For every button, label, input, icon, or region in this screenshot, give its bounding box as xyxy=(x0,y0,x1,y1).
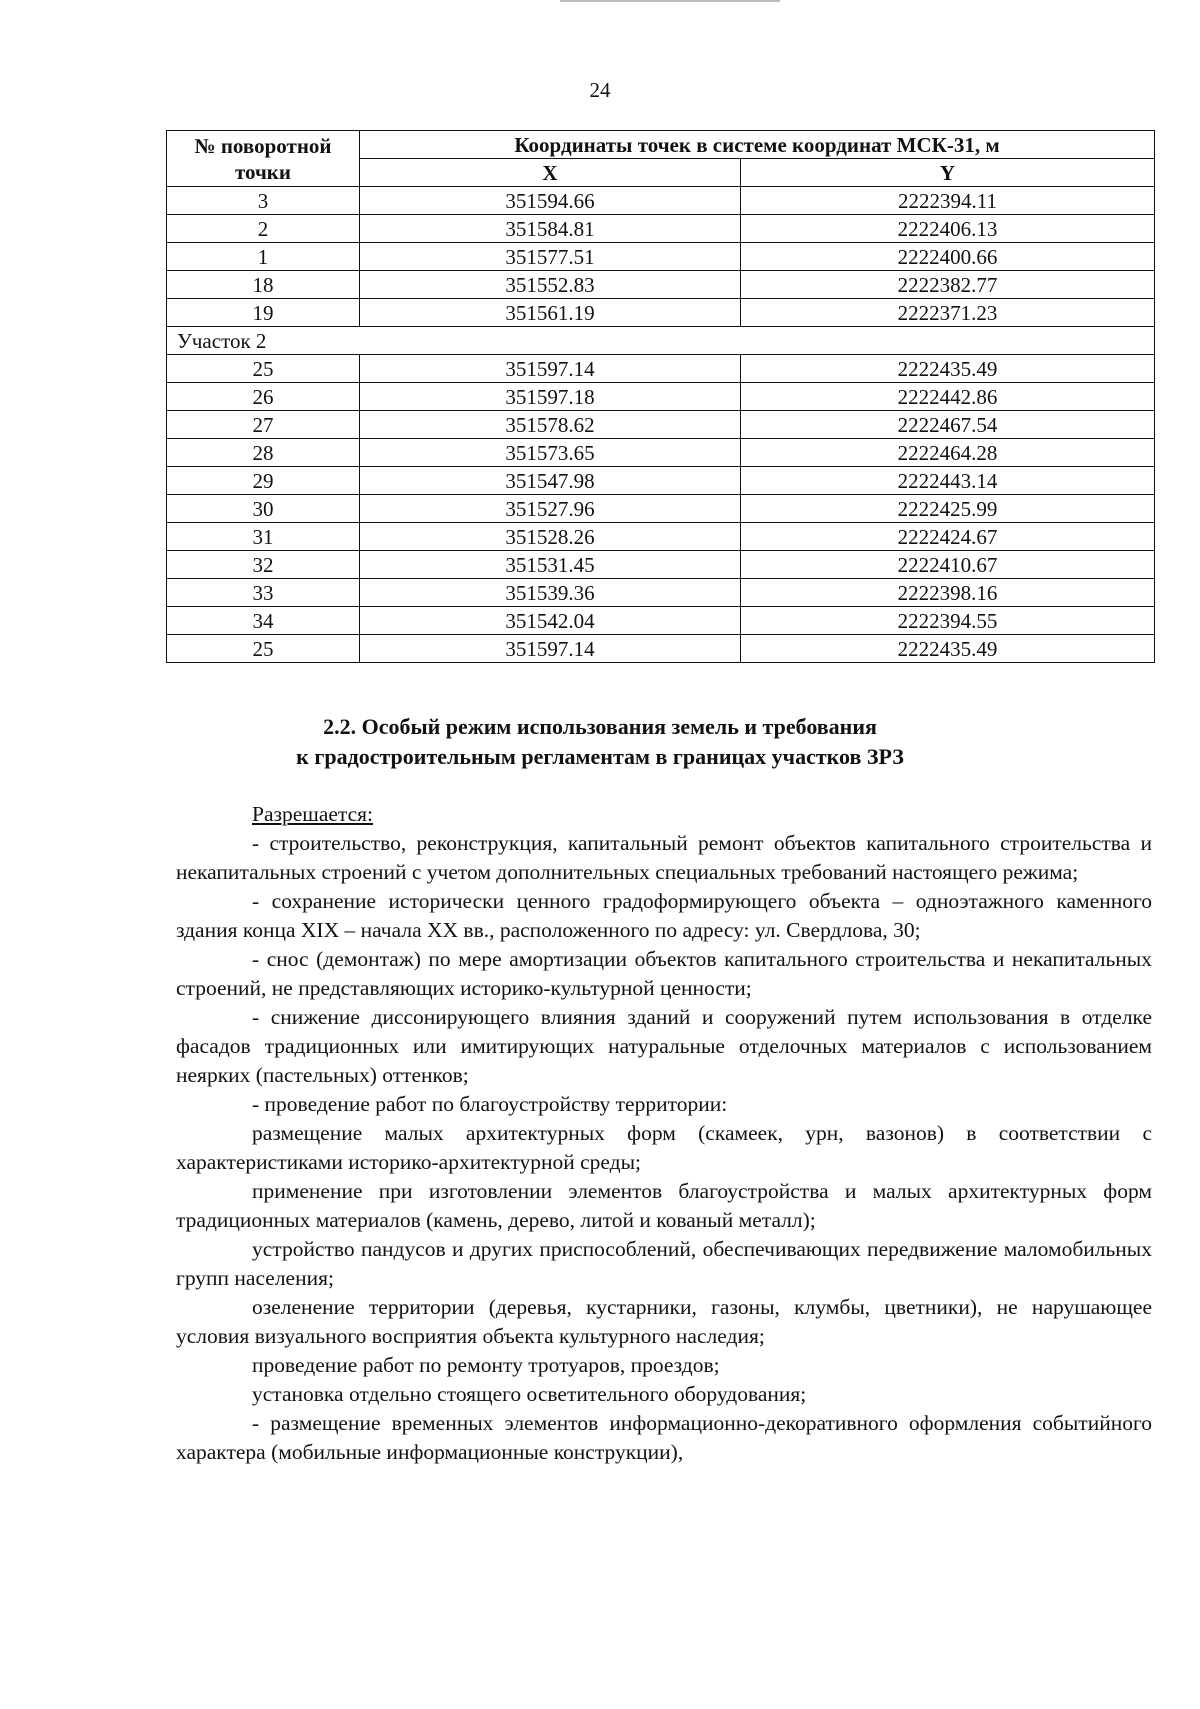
cell-point-number: 32 xyxy=(167,551,360,579)
cell-point-number: 33 xyxy=(167,579,360,607)
cell-y: 2222435.49 xyxy=(741,635,1155,663)
header-coordinates: Координаты точек в системе координат МСК-31, м xyxy=(360,131,1155,159)
paragraph: установка отдельно стоящего осветительного оборудования; xyxy=(252,1382,807,1406)
cell-point-number: 28 xyxy=(167,439,360,467)
table-row xyxy=(167,607,1155,635)
section-heading xyxy=(0,712,1200,772)
cell-point-number: 30 xyxy=(167,495,360,523)
section-heading-line2: к градостроительным регламентам в границах участков ЗРЗ xyxy=(296,744,904,769)
header-y: Y xyxy=(741,159,1155,187)
cell-x: 351547.98 xyxy=(360,467,741,495)
cell-y: 2222467.54 xyxy=(741,411,1155,439)
paragraph: - сохранение исторически ценного градоформирующего объекта – одноэтажного каменного здания конца XIX – начала XX вв., расположенного по адресу: ул. Свердлова, 30; xyxy=(176,889,1152,942)
cell-x: 351528.26 xyxy=(360,523,741,551)
header-x: X xyxy=(360,159,741,187)
cell-x: 351597.18 xyxy=(360,383,741,411)
cell-y: 2222371.23 xyxy=(741,299,1155,327)
page-number: 24 xyxy=(589,78,611,102)
cell-x: 351573.65 xyxy=(360,439,741,467)
section-heading-line1: 2.2. Особый режим использования земель и требования xyxy=(323,714,877,739)
cell-y: 2222464.28 xyxy=(741,439,1155,467)
cell-x: 351527.96 xyxy=(360,495,741,523)
cell-y: 2222400.66 xyxy=(741,243,1155,271)
paragraph: проведение работ по ремонту тротуаров, проездов; xyxy=(252,1353,720,1377)
table-row xyxy=(167,523,1155,551)
cell-y: 2222442.86 xyxy=(741,383,1155,411)
cell-x: 351542.04 xyxy=(360,607,741,635)
table-row xyxy=(167,635,1155,663)
cell-x: 351597.14 xyxy=(360,355,741,383)
table-row xyxy=(167,187,1155,215)
table-row xyxy=(167,579,1155,607)
cell-x: 351584.81 xyxy=(360,215,741,243)
cell-point-number: 31 xyxy=(167,523,360,551)
cell-point-number: 3 xyxy=(167,187,360,215)
table-row xyxy=(167,383,1155,411)
cell-x: 351531.45 xyxy=(360,551,741,579)
allowed-label: Разрешается: xyxy=(252,802,373,826)
table-row xyxy=(167,243,1155,271)
table-row xyxy=(167,215,1155,243)
table-row xyxy=(167,355,1155,383)
table-row xyxy=(167,439,1155,467)
cell-y: 2222424.67 xyxy=(741,523,1155,551)
cell-point-number: 19 xyxy=(167,299,360,327)
body-text xyxy=(176,800,1152,1467)
paragraph: размещение малых архитектурных форм (скамеек, урн, вазонов) в соответствии с характеристиками историко-архитектурной среды; xyxy=(176,1121,1152,1174)
cell-point-number: 18 xyxy=(167,271,360,299)
cell-point-number: 1 xyxy=(167,243,360,271)
table-section-row-group xyxy=(167,327,1155,355)
cell-y: 2222406.13 xyxy=(741,215,1155,243)
paragraph: - снижение диссонирующего влияния зданий и сооружений путем использования в отделке фасадов традиционных или имитирующих натуральные отделочных материалов с использованием неярких (пастельных) оттенков; xyxy=(176,1005,1152,1087)
cell-point-number: 27 xyxy=(167,411,360,439)
table-body-part1 xyxy=(167,187,1155,327)
paragraph: озеленение территории (деревья, кустарники, газоны, клумбы, цветники), не нарушающее условия визуального восприятия объекта культурного наследия; xyxy=(176,1295,1152,1348)
table-section-row xyxy=(167,327,1155,355)
paragraph: - снос (демонтаж) по мере амортизации объектов капитального строительства и некапитальных строений, не представляющих историко-культурной ценности; xyxy=(176,947,1152,1000)
cell-y: 2222394.11 xyxy=(741,187,1155,215)
cell-y: 2222425.99 xyxy=(741,495,1155,523)
cell-point-number: 26 xyxy=(167,383,360,411)
cell-point-number: 34 xyxy=(167,607,360,635)
cell-x: 351577.51 xyxy=(360,243,741,271)
table-row xyxy=(167,467,1155,495)
table-row xyxy=(167,411,1155,439)
table-row xyxy=(167,551,1155,579)
paragraph: применение при изготовлении элементов благоустройства и малых архитектурных форм традиционных материалов (камень, дерево, литой и кованый металл); xyxy=(176,1179,1152,1232)
cell-y: 2222398.16 xyxy=(741,579,1155,607)
table-header-row xyxy=(167,131,1155,159)
cell-y: 2222435.49 xyxy=(741,355,1155,383)
cell-x: 351561.19 xyxy=(360,299,741,327)
header-point-number: № поворотной точки xyxy=(167,131,360,187)
table-body-part2 xyxy=(167,355,1155,663)
cell-x: 351539.36 xyxy=(360,579,741,607)
cell-y: 2222394.55 xyxy=(741,607,1155,635)
paragraph: устройство пандусов и других приспособлений, обеспечивающих передвижение маломобильных групп населения; xyxy=(176,1237,1152,1290)
cell-point-number: 2 xyxy=(167,215,360,243)
paragraph: - строительство, реконструкция, капитальный ремонт объектов капитального строительства и некапитальных строений с учетом дополнительных специальных требований настоящего режима; xyxy=(176,831,1152,884)
paragraph-list xyxy=(176,829,1152,1467)
paragraph: - размещение временных элементов информационно-декоративного оформления событийного характера (мобильные информационные конструкции), xyxy=(176,1411,1152,1464)
coordinates-table xyxy=(166,130,1155,663)
cell-x: 351597.14 xyxy=(360,635,741,663)
cell-x: 351552.83 xyxy=(360,271,741,299)
table-row xyxy=(167,495,1155,523)
cell-y: 2222443.14 xyxy=(741,467,1155,495)
cell-y: 2222382.77 xyxy=(741,271,1155,299)
cell-point-number: 25 xyxy=(167,355,360,383)
cell-x: 351578.62 xyxy=(360,411,741,439)
cell-y: 2222410.67 xyxy=(741,551,1155,579)
table-row xyxy=(167,271,1155,299)
scan-artifact-line xyxy=(560,0,780,2)
section-label: Участок 2 xyxy=(167,327,1155,355)
paragraph: - проведение работ по благоустройству территории: xyxy=(252,1092,728,1116)
cell-x: 351594.66 xyxy=(360,187,741,215)
table-row xyxy=(167,299,1155,327)
cell-point-number: 29 xyxy=(167,467,360,495)
cell-point-number: 25 xyxy=(167,635,360,663)
